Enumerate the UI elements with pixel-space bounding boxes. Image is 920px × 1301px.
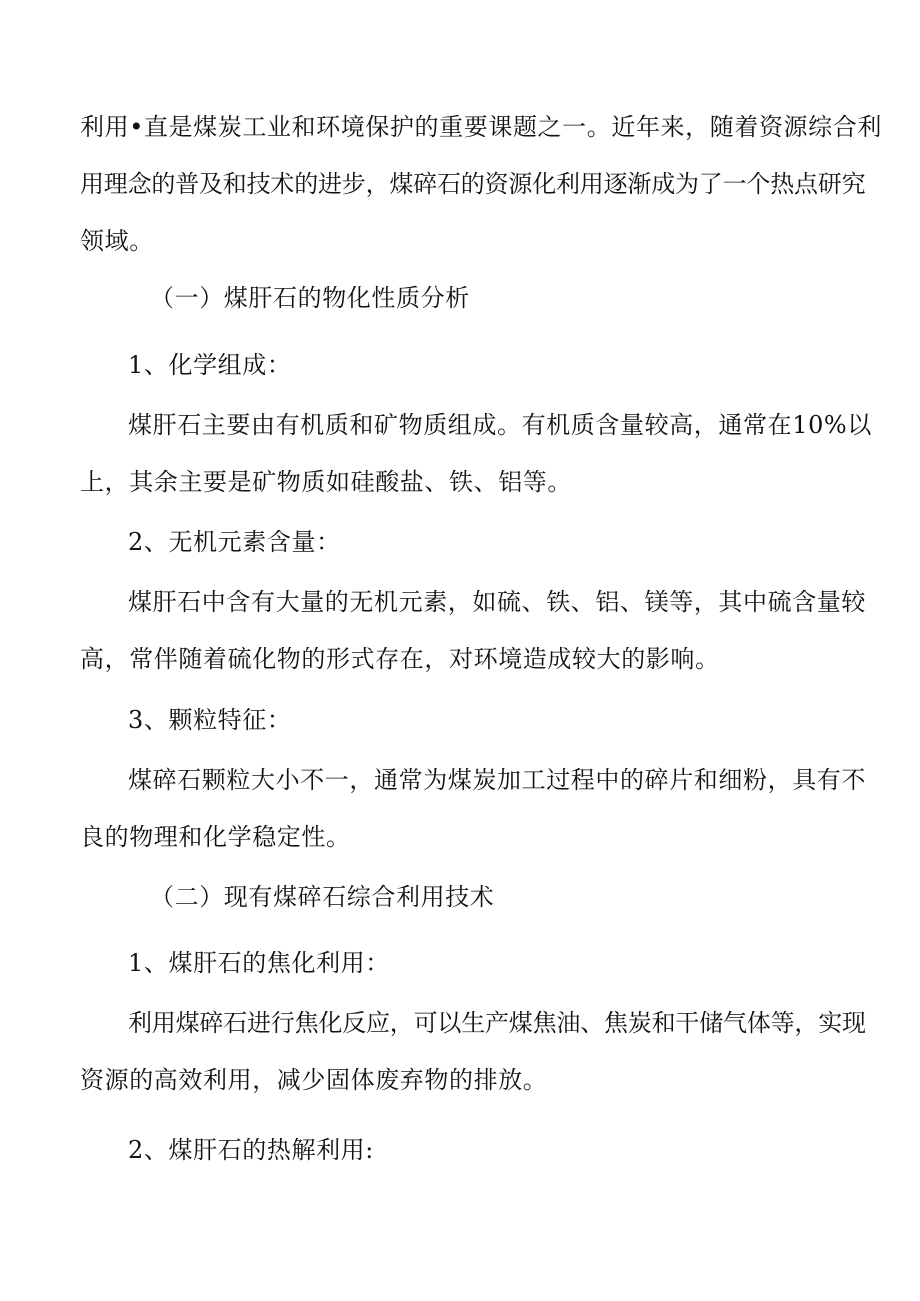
item-paragraph — [80, 752, 866, 866]
item-paragraph — [80, 574, 866, 688]
paragraph-line: 良的物理和化学稳定性。 — [80, 823, 351, 851]
paragraph-line: 煤碎石颗粒大小不一，通常为煤炭加工过程中的碎片和细粉，具有不 — [128, 766, 866, 794]
section-heading: （一）煤肝石的物化性质分析 — [150, 284, 470, 312]
paragraph-line: 用理念的普及和技术的进步，煤碎石的资源化利用逐渐成为了一个热点研究 — [80, 170, 866, 198]
item-title: 2、煤肝石的热解利用: — [128, 1136, 374, 1164]
paragraph-line: 煤肝石中含有大量的无机元素，如硫、铁、铝、镁等，其中硫含量较 — [128, 588, 866, 616]
item-title: 3、颗粒特征： — [128, 706, 292, 734]
paragraph-line: 高，常伴随着硫化物的形式存在，对环境造成较大的影响。 — [80, 645, 720, 673]
paragraph-line: 资源的高效利用，减少固体废弃物的排放。 — [80, 1066, 548, 1094]
paragraph-line: 利用•直是煤炭工业和环境保护的重要课题之一。近年来，随着资源综合利 — [80, 113, 882, 141]
item-paragraph — [80, 397, 872, 511]
intro-paragraph — [80, 99, 882, 270]
paragraph-line: 领域。 — [80, 227, 154, 255]
paragraph-line: 煤肝石主要由有机质和矿物质组成。有机质含量较高，通常在10%以 — [128, 411, 872, 439]
item-title: 1、煤肝石的焦化利用： — [128, 949, 390, 977]
section-heading: （二）现有煤碎石综合利用技术 — [150, 883, 495, 911]
item-paragraph — [80, 995, 866, 1109]
paragraph-line: 利用煤碎石进行焦化反应，可以生产煤焦油、焦炭和干储气体等，实现 — [128, 1009, 866, 1037]
item-title: 2、无机元素含量： — [128, 528, 341, 556]
paragraph-line: 上，其余主要是矿物质如硅酸盐、铁、铝等。 — [80, 468, 572, 496]
item-title: 1、化学组成： — [128, 351, 292, 379]
